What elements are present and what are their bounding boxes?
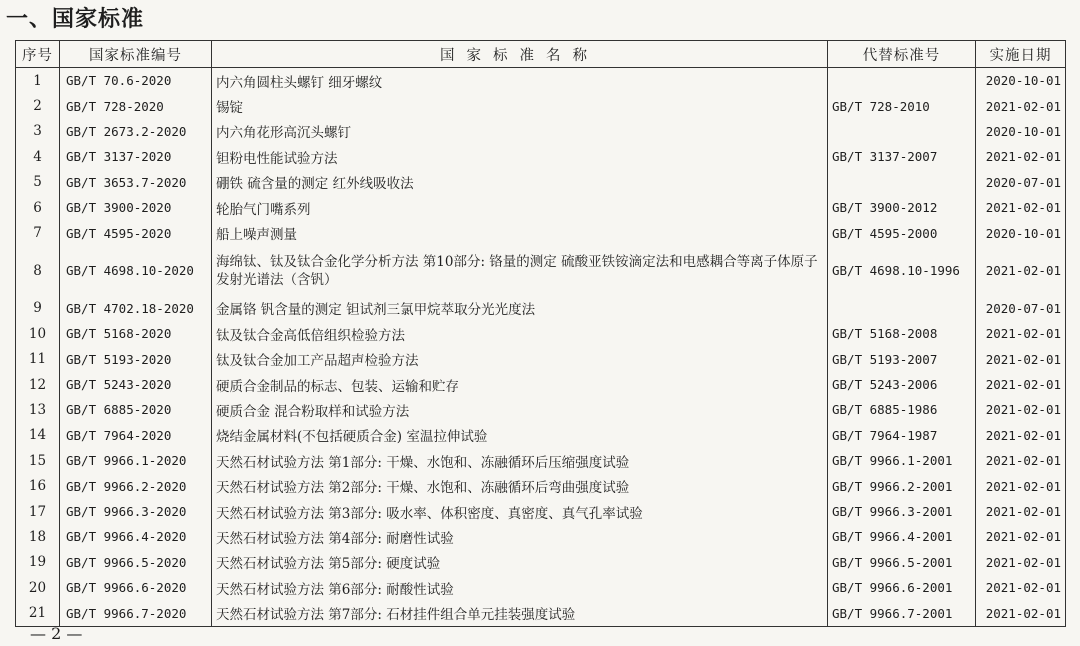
row-seq: 10 <box>16 321 60 346</box>
row-date: 2021-02-01 <box>976 575 1066 600</box>
row-name: 硼铁 硫含量的测定 红外线吸收法 <box>212 170 828 195</box>
row-seq: 16 <box>16 473 60 498</box>
row-replaced: GB/T 9966.5-2001 <box>828 550 976 575</box>
row-seq: 12 <box>16 372 60 397</box>
row-name: 内六角圆柱头螺钉 细牙螺纹 <box>212 68 828 94</box>
row-code: GB/T 9966.7-2020 <box>60 600 212 626</box>
row-seq: 15 <box>16 448 60 473</box>
header-date: 实施日期 <box>976 41 1066 68</box>
row-name: 天然石材试验方法 第6部分: 耐酸性试验 <box>212 575 828 600</box>
page-number: — 2 — <box>30 624 83 643</box>
row-code: GB/T 3137-2020 <box>60 144 212 169</box>
row-code: GB/T 9966.6-2020 <box>60 575 212 600</box>
row-replaced: GB/T 9966.1-2001 <box>828 448 976 473</box>
table-row <box>16 144 1066 169</box>
table-row <box>16 347 1066 372</box>
row-replaced: GB/T 3137-2007 <box>828 144 976 169</box>
row-replaced <box>828 119 976 144</box>
row-code: GB/T 7964-2020 <box>60 423 212 448</box>
row-replaced: GB/T 9966.3-2001 <box>828 499 976 524</box>
table-row <box>16 473 1066 498</box>
table-row <box>16 296 1066 321</box>
row-replaced: GB/T 5243-2006 <box>828 372 976 397</box>
row-name: 硬质合金制品的标志、包装、运输和贮存 <box>212 372 828 397</box>
table-row <box>16 575 1066 600</box>
row-date: 2021-02-01 <box>976 397 1066 422</box>
table-row <box>16 93 1066 118</box>
row-replaced: GB/T 6885-1986 <box>828 397 976 422</box>
row-code: GB/T 4698.10-2020 <box>60 246 212 296</box>
row-seq: 5 <box>16 170 60 195</box>
table-row <box>16 397 1066 422</box>
table-row <box>16 600 1066 626</box>
row-date: 2020-07-01 <box>976 170 1066 195</box>
row-replaced: GB/T 5193-2007 <box>828 347 976 372</box>
row-replaced <box>828 296 976 321</box>
row-seq: 13 <box>16 397 60 422</box>
row-replaced: GB/T 9966.6-2001 <box>828 575 976 600</box>
row-code: GB/T 9966.5-2020 <box>60 550 212 575</box>
section-heading: 一、国家标准 <box>6 7 145 32</box>
row-seq: 7 <box>16 220 60 245</box>
row-code: GB/T 2673.2-2020 <box>60 119 212 144</box>
row-date: 2021-02-01 <box>976 600 1066 626</box>
row-name: 钛及钛合金加工产品超声检验方法 <box>212 347 828 372</box>
row-date: 2021-02-01 <box>976 524 1066 549</box>
row-date: 2021-02-01 <box>976 347 1066 372</box>
header-code: 国家标准编号 <box>60 41 212 68</box>
row-name: 锡锭 <box>212 93 828 118</box>
row-name: 天然石材试验方法 第1部分: 干燥、水饱和、冻融循环后压缩强度试验 <box>212 448 828 473</box>
row-name: 海绵钛、钛及钛合金化学分析方法 第10部分: 铬量的测定 硫酸亚铁铵滴定法和电感耦合等离子体原子发射光谱法（含钒） <box>212 246 828 296</box>
row-name: 轮胎气门嘴系列 <box>212 195 828 220</box>
row-code: GB/T 3900-2020 <box>60 195 212 220</box>
row-replaced <box>828 68 976 94</box>
row-seq: 20 <box>16 575 60 600</box>
table-header-row <box>16 41 1066 68</box>
row-seq: 11 <box>16 347 60 372</box>
table-row <box>16 195 1066 220</box>
row-date: 2021-02-01 <box>976 372 1066 397</box>
row-code: GB/T 9966.3-2020 <box>60 499 212 524</box>
row-code: GB/T 728-2020 <box>60 93 212 118</box>
row-code: GB/T 9966.2-2020 <box>60 473 212 498</box>
row-replaced: GB/T 9966.7-2001 <box>828 600 976 626</box>
row-name: 钽粉电性能试验方法 <box>212 144 828 169</box>
row-name: 金属铬 钒含量的测定 钽试剂三氯甲烷萃取分光光度法 <box>212 296 828 321</box>
header-replaced: 代替标准号 <box>828 41 976 68</box>
row-name: 内六角花形高沉头螺钉 <box>212 119 828 144</box>
row-date: 2021-02-01 <box>976 423 1066 448</box>
row-replaced: GB/T 4698.10-1996 <box>828 246 976 296</box>
national-standards-table <box>15 40 1066 627</box>
row-replaced <box>828 170 976 195</box>
row-date: 2021-02-01 <box>976 321 1066 346</box>
row-replaced: GB/T 9966.2-2001 <box>828 473 976 498</box>
table-row <box>16 372 1066 397</box>
row-seq: 21 <box>16 600 60 626</box>
row-name: 天然石材试验方法 第5部分: 硬度试验 <box>212 550 828 575</box>
table-row <box>16 220 1066 245</box>
row-replaced: GB/T 7964-1987 <box>828 423 976 448</box>
row-date: 2021-02-01 <box>976 144 1066 169</box>
row-name: 天然石材试验方法 第2部分: 干燥、水饱和、冻融循环后弯曲强度试验 <box>212 473 828 498</box>
row-seq: 14 <box>16 423 60 448</box>
row-name: 天然石材试验方法 第7部分: 石材挂件组合单元挂装强度试验 <box>212 600 828 626</box>
row-code: GB/T 5193-2020 <box>60 347 212 372</box>
table-row <box>16 524 1066 549</box>
table-row <box>16 246 1066 296</box>
row-date: 2021-02-01 <box>976 195 1066 220</box>
row-name: 钛及钛合金高低倍组织检验方法 <box>212 321 828 346</box>
row-code: GB/T 5168-2020 <box>60 321 212 346</box>
row-seq: 8 <box>16 246 60 296</box>
table-row <box>16 321 1066 346</box>
table-row <box>16 119 1066 144</box>
row-date: 2021-02-01 <box>976 499 1066 524</box>
row-date: 2020-07-01 <box>976 296 1066 321</box>
row-date: 2020-10-01 <box>976 220 1066 245</box>
row-code: GB/T 3653.7-2020 <box>60 170 212 195</box>
table-row <box>16 170 1066 195</box>
row-date: 2021-02-01 <box>976 93 1066 118</box>
row-date: 2020-10-01 <box>976 68 1066 94</box>
row-seq: 2 <box>16 93 60 118</box>
row-replaced: GB/T 728-2010 <box>828 93 976 118</box>
row-code: GB/T 4595-2020 <box>60 220 212 245</box>
row-name: 烧结金属材料(不包括硬质合金) 室温拉伸试验 <box>212 423 828 448</box>
row-seq: 1 <box>16 68 60 94</box>
row-seq: 17 <box>16 499 60 524</box>
row-date: 2021-02-01 <box>976 246 1066 296</box>
table-row <box>16 499 1066 524</box>
header-name: 国家标准名称 <box>212 41 828 68</box>
row-seq: 18 <box>16 524 60 549</box>
row-replaced: GB/T 5168-2008 <box>828 321 976 346</box>
row-date: 2021-02-01 <box>976 448 1066 473</box>
row-seq: 3 <box>16 119 60 144</box>
row-name: 硬质合金 混合粉取样和试验方法 <box>212 397 828 422</box>
row-seq: 6 <box>16 195 60 220</box>
row-seq: 9 <box>16 296 60 321</box>
row-code: GB/T 9966.1-2020 <box>60 448 212 473</box>
row-replaced: GB/T 4595-2000 <box>828 220 976 245</box>
row-seq: 4 <box>16 144 60 169</box>
row-code: GB/T 70.6-2020 <box>60 68 212 94</box>
table-row <box>16 423 1066 448</box>
table-row <box>16 68 1066 94</box>
row-replaced: GB/T 3900-2012 <box>828 195 976 220</box>
row-replaced: GB/T 9966.4-2001 <box>828 524 976 549</box>
table-row <box>16 550 1066 575</box>
row-name: 天然石材试验方法 第3部分: 吸水率、体积密度、真密度、真气孔率试验 <box>212 499 828 524</box>
row-date: 2020-10-01 <box>976 119 1066 144</box>
header-seq: 序号 <box>16 41 60 68</box>
row-date: 2021-02-01 <box>976 473 1066 498</box>
table-row <box>16 448 1066 473</box>
row-code: GB/T 6885-2020 <box>60 397 212 422</box>
row-code: GB/T 9966.4-2020 <box>60 524 212 549</box>
row-code: GB/T 4702.18-2020 <box>60 296 212 321</box>
row-name: 船上噪声测量 <box>212 220 828 245</box>
row-name: 天然石材试验方法 第4部分: 耐磨性试验 <box>212 524 828 549</box>
row-seq: 19 <box>16 550 60 575</box>
row-code: GB/T 5243-2020 <box>60 372 212 397</box>
row-date: 2021-02-01 <box>976 550 1066 575</box>
table-body <box>16 68 1066 627</box>
